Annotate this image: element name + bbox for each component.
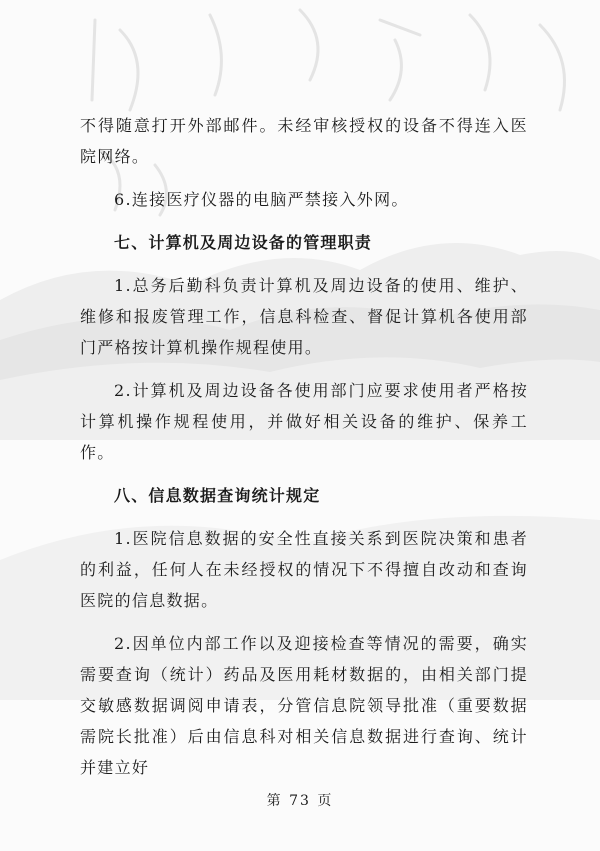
document-body — [80, 110, 528, 783]
section-7-paragraph-1: 1.总务后勤科负责计算机及周边设备的使用、维护、维修和报废管理工作，信息科检查、督促计算机各使用部门严格按计算机操作规程使用。 — [80, 276, 528, 357]
section-8-paragraph-2: 2.因单位内部工作以及迎接检查等情况的需要，确实需要查询（统计）药品及医用耗材数据的，由相关部门提交敏感数据调阅申请表，分管信息院领导批准（重要数据需院长批准）后由信息科对相关信息数据进行查询、统计并建立好 — [80, 634, 528, 777]
section-8-heading: 八、信息数据查询统计规定 — [114, 486, 321, 505]
page-number: 第 73 页 — [266, 793, 334, 809]
section-8-paragraph-1: 1.医院信息数据的安全性直接关系到医院决策和患者的利益，任何人在未经授权的情况下不得擅自改动和查询医院的信息数据。 — [80, 529, 528, 610]
section-7-heading: 七、计算机及周边设备的管理职责 — [114, 233, 373, 252]
section-7-paragraph-2: 2.计算机及周边设备各使用部门应要求使用者严格按计算机操作规程使用，并做好相关设备的维护、保养工作。 — [80, 381, 528, 462]
paragraph-continued: 不得随意打开外部邮件。未经审核授权的设备不得连入医院网络。 — [80, 116, 528, 166]
paragraph-item-6: 6.连接医疗仪器的电脑严禁接入外网。 — [114, 190, 409, 209]
